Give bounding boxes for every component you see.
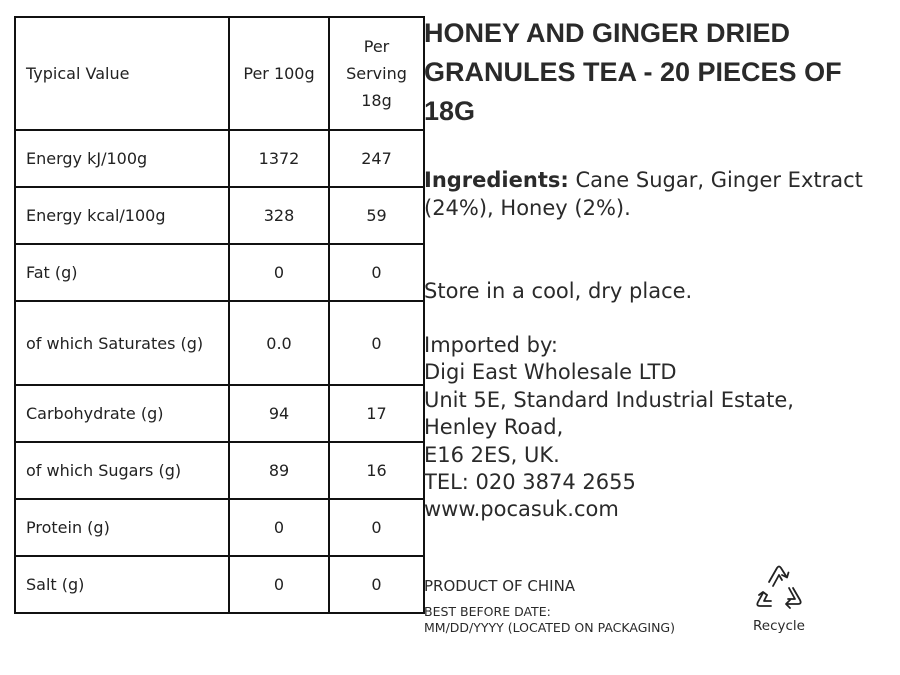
ingredients	[424, 166, 884, 222]
nutrient-per-100g: 89	[229, 442, 329, 499]
nutrient-per-100g: 328	[229, 187, 329, 244]
importer-block	[424, 332, 794, 524]
nutrient-label: of which Saturates (g)	[15, 301, 229, 385]
header-per-100g: Per 100g	[229, 17, 329, 130]
nutrient-per-100g: 0	[229, 244, 329, 301]
nutrient-per-serving: 247	[329, 130, 424, 187]
importer-website: www.pocasuk.com	[424, 497, 619, 522]
nutrition-row-salt	[15, 556, 424, 613]
best-before	[424, 604, 675, 636]
nutrition-row-sugars	[15, 442, 424, 499]
importer-phone: TEL: 020 3874 2655	[424, 470, 636, 495]
nutrient-label: Carbohydrate (g)	[15, 385, 229, 442]
header-per-serving: Per Serving 18g	[329, 17, 424, 130]
nutrition-row-carbohydrate	[15, 385, 424, 442]
product-title: HONEY AND GINGER DRIED GRANULES TEA - 20 PIECES OF 18G	[424, 18, 842, 126]
importer-address-line1: Unit 5E, Standard Industrial Estate,	[424, 387, 794, 412]
importer-postcode: E16 2ES, UK.	[424, 442, 560, 467]
nutrition-row-protein	[15, 499, 424, 556]
nutrient-label: Protein (g)	[15, 499, 229, 556]
nutrition-row-energy-kj	[15, 130, 424, 187]
importer-heading: Imported by:	[424, 333, 558, 357]
best-before-value: MM/DD/YYYY (LOCATED ON PACKAGING)	[424, 620, 675, 635]
nutrient-per-serving: 0	[329, 556, 424, 613]
nutrition-row-fat	[15, 244, 424, 301]
nutrient-per-100g: 1372	[229, 130, 329, 187]
nutrient-per-100g: 0.0	[229, 301, 329, 385]
nutrient-per-serving: 0	[329, 499, 424, 556]
recycle-icon	[749, 562, 809, 616]
importer-company: Digi East Wholesale LTD	[424, 360, 677, 385]
nutrient-per-100g: 94	[229, 385, 329, 442]
nutrient-label: Fat (g)	[15, 244, 229, 301]
nutrition-row-saturates	[15, 301, 424, 385]
nutrient-per-serving: 0	[329, 244, 424, 301]
nutrient-per-serving: 17	[329, 385, 424, 442]
nutrient-label: Energy kJ/100g	[15, 130, 229, 187]
storage-instructions: Store in a cool, dry place.	[424, 279, 693, 303]
ingredients-text: Cane Sugar, Ginger Extract (24%), Honey (2%).	[424, 168, 863, 220]
nutrient-per-100g: 0	[229, 499, 329, 556]
nutrient-label: Salt (g)	[15, 556, 229, 613]
ingredients-label: Ingredients:	[424, 168, 569, 192]
nutrient-per-serving: 59	[329, 187, 424, 244]
product-origin: PRODUCT OF CHINA	[424, 577, 576, 595]
nutrient-per-serving: 16	[329, 442, 424, 499]
importer-address-line2: Henley Road,	[424, 415, 564, 440]
nutrient-label: of which Sugars (g)	[15, 442, 229, 499]
best-before-label: BEST BEFORE DATE:	[424, 604, 551, 619]
nutrition-header-row	[15, 17, 424, 130]
recycle-label: Recycle	[753, 618, 805, 634]
nutrient-per-serving: 0	[329, 301, 424, 385]
nutrition-row-energy-kcal	[15, 187, 424, 244]
nutrient-label: Energy kcal/100g	[15, 187, 229, 244]
header-typical-value: Typical Value	[15, 17, 229, 130]
recycle-mark	[746, 562, 812, 634]
nutrient-per-100g: 0	[229, 556, 329, 613]
nutrition-table	[14, 16, 425, 614]
